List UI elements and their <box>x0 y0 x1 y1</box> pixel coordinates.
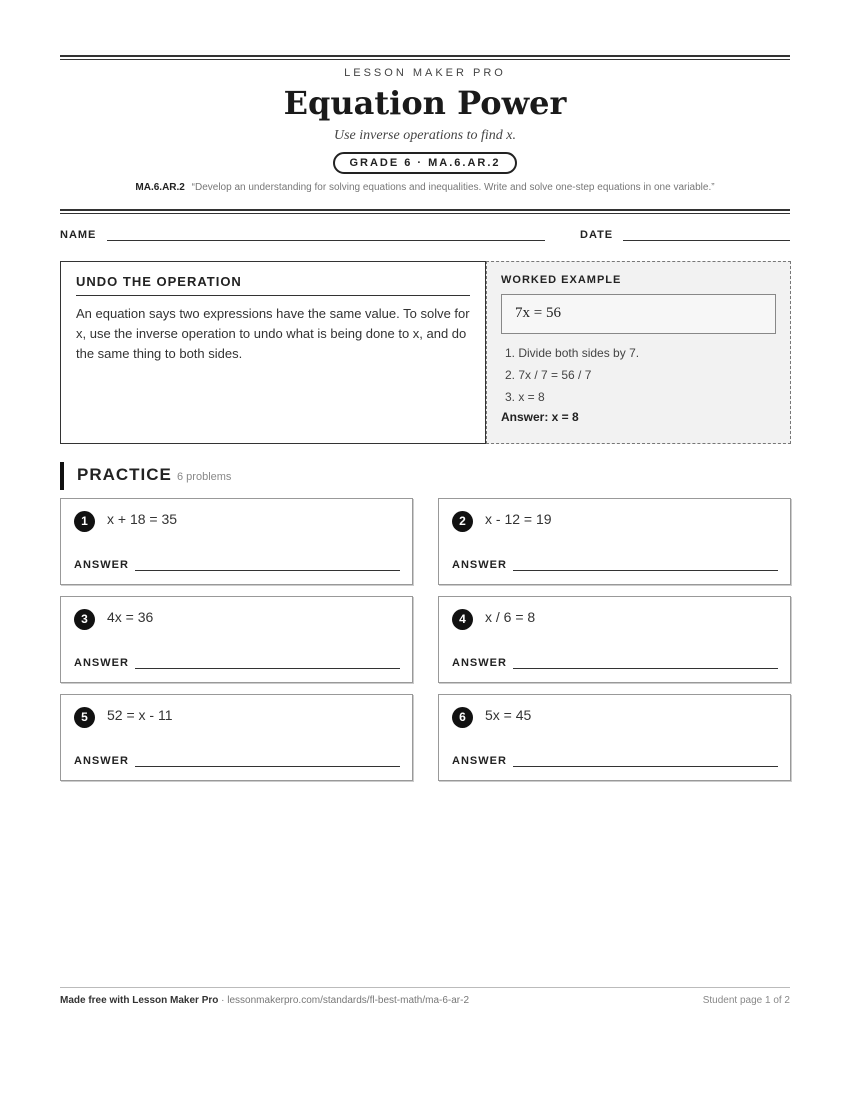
footer-credit <box>60 995 469 1006</box>
answer-label: ANSWER <box>74 559 129 571</box>
standard-code: MA.6.AR.2 <box>135 182 185 193</box>
problem-number-badge: 3 <box>74 609 95 630</box>
problem-equation: 4x = 36 <box>107 609 154 625</box>
answer-label: ANSWER <box>452 559 507 571</box>
worked-example-steps <box>501 342 776 408</box>
worked-example-box <box>486 261 791 444</box>
footer-url[interactable]: · lessonmakerpro.com/standards/fl-best-math/ma-6-ar-2 <box>218 995 470 1006</box>
problem-card-1 <box>60 498 413 585</box>
answer-field[interactable] <box>135 668 400 669</box>
worked-example-title: WORKED EXAMPLE <box>501 274 622 286</box>
answer-label: ANSWER <box>452 657 507 669</box>
worked-example-answer: Answer: x = 8 <box>501 410 579 424</box>
problem-number-badge: 1 <box>74 511 95 532</box>
problem-card-4 <box>438 596 791 683</box>
worksheet-title: Equation Power <box>283 84 567 122</box>
problem-equation: 5x = 45 <box>485 707 532 723</box>
standard-statement <box>60 182 790 193</box>
worked-example-step: 2. 7x / 7 = 56 / 7 <box>505 368 592 382</box>
answer-label: ANSWER <box>74 657 129 669</box>
footer-page-number: Student page 1 of 2 <box>702 995 790 1006</box>
standard-text: “Develop an understanding for solving equations and inequalities. Write and solve one-step equations in one variable.” <box>191 182 715 193</box>
top-double-rule <box>60 55 790 60</box>
footer-rule <box>60 987 790 988</box>
problem-equation: x / 6 = 8 <box>485 609 536 625</box>
problem-card-3 <box>60 596 413 683</box>
worked-example-step: 3. x = 8 <box>505 390 545 404</box>
worksheet-subtitle: Use inverse operations to find x. <box>334 128 516 143</box>
problem-equation: x + 18 = 35 <box>107 511 178 527</box>
grade-badge-wrap <box>60 152 790 174</box>
worked-example-equation: 7x = 56 <box>501 294 776 334</box>
date-field[interactable] <box>623 240 790 241</box>
worked-example-step: 1. Divide both sides by 7. <box>505 346 640 360</box>
answer-field[interactable] <box>513 570 778 571</box>
answer-field[interactable] <box>135 570 400 571</box>
problem-equation: 52 = x - 11 <box>107 707 173 723</box>
footer-made-with: Made free with Lesson Maker Pro <box>60 995 219 1006</box>
practice-count: 6 problems <box>177 471 232 483</box>
name-field[interactable] <box>107 240 545 241</box>
answer-field[interactable] <box>135 766 400 767</box>
undo-operation-box <box>60 261 486 444</box>
problem-number-badge: 5 <box>74 707 95 728</box>
answer-label: ANSWER <box>452 755 507 767</box>
practice-title: PRACTICE <box>77 465 172 484</box>
problem-card-6 <box>438 694 791 781</box>
problem-card-5 <box>60 694 413 781</box>
problem-number-badge: 2 <box>452 511 473 532</box>
name-label: NAME <box>60 229 97 241</box>
practice-accent-bar <box>60 462 64 490</box>
header-bottom-double-rule <box>60 209 790 214</box>
brand-name: LESSON MAKER PRO <box>344 67 506 79</box>
problem-card-2 <box>438 498 791 585</box>
problem-number-badge: 6 <box>452 707 473 728</box>
answer-field[interactable] <box>513 668 778 669</box>
undo-operation-title: UNDO THE OPERATION <box>76 274 470 296</box>
answer-field[interactable] <box>513 766 778 767</box>
undo-operation-text: An equation says two expressions have the same value. To solve for x, use the inverse operation to undo what is being done to x, and do the same thing to both sides. <box>76 306 470 361</box>
problem-number-badge: 4 <box>452 609 473 630</box>
answer-label: ANSWER <box>74 755 129 767</box>
grade-badge: GRADE 6 · MA.6.AR.2 <box>333 152 516 174</box>
problem-equation: x - 12 = 19 <box>485 511 552 527</box>
student-info-row <box>60 229 790 245</box>
worksheet-page <box>60 0 790 1100</box>
date-label: DATE <box>580 229 614 241</box>
practice-header <box>60 462 790 490</box>
